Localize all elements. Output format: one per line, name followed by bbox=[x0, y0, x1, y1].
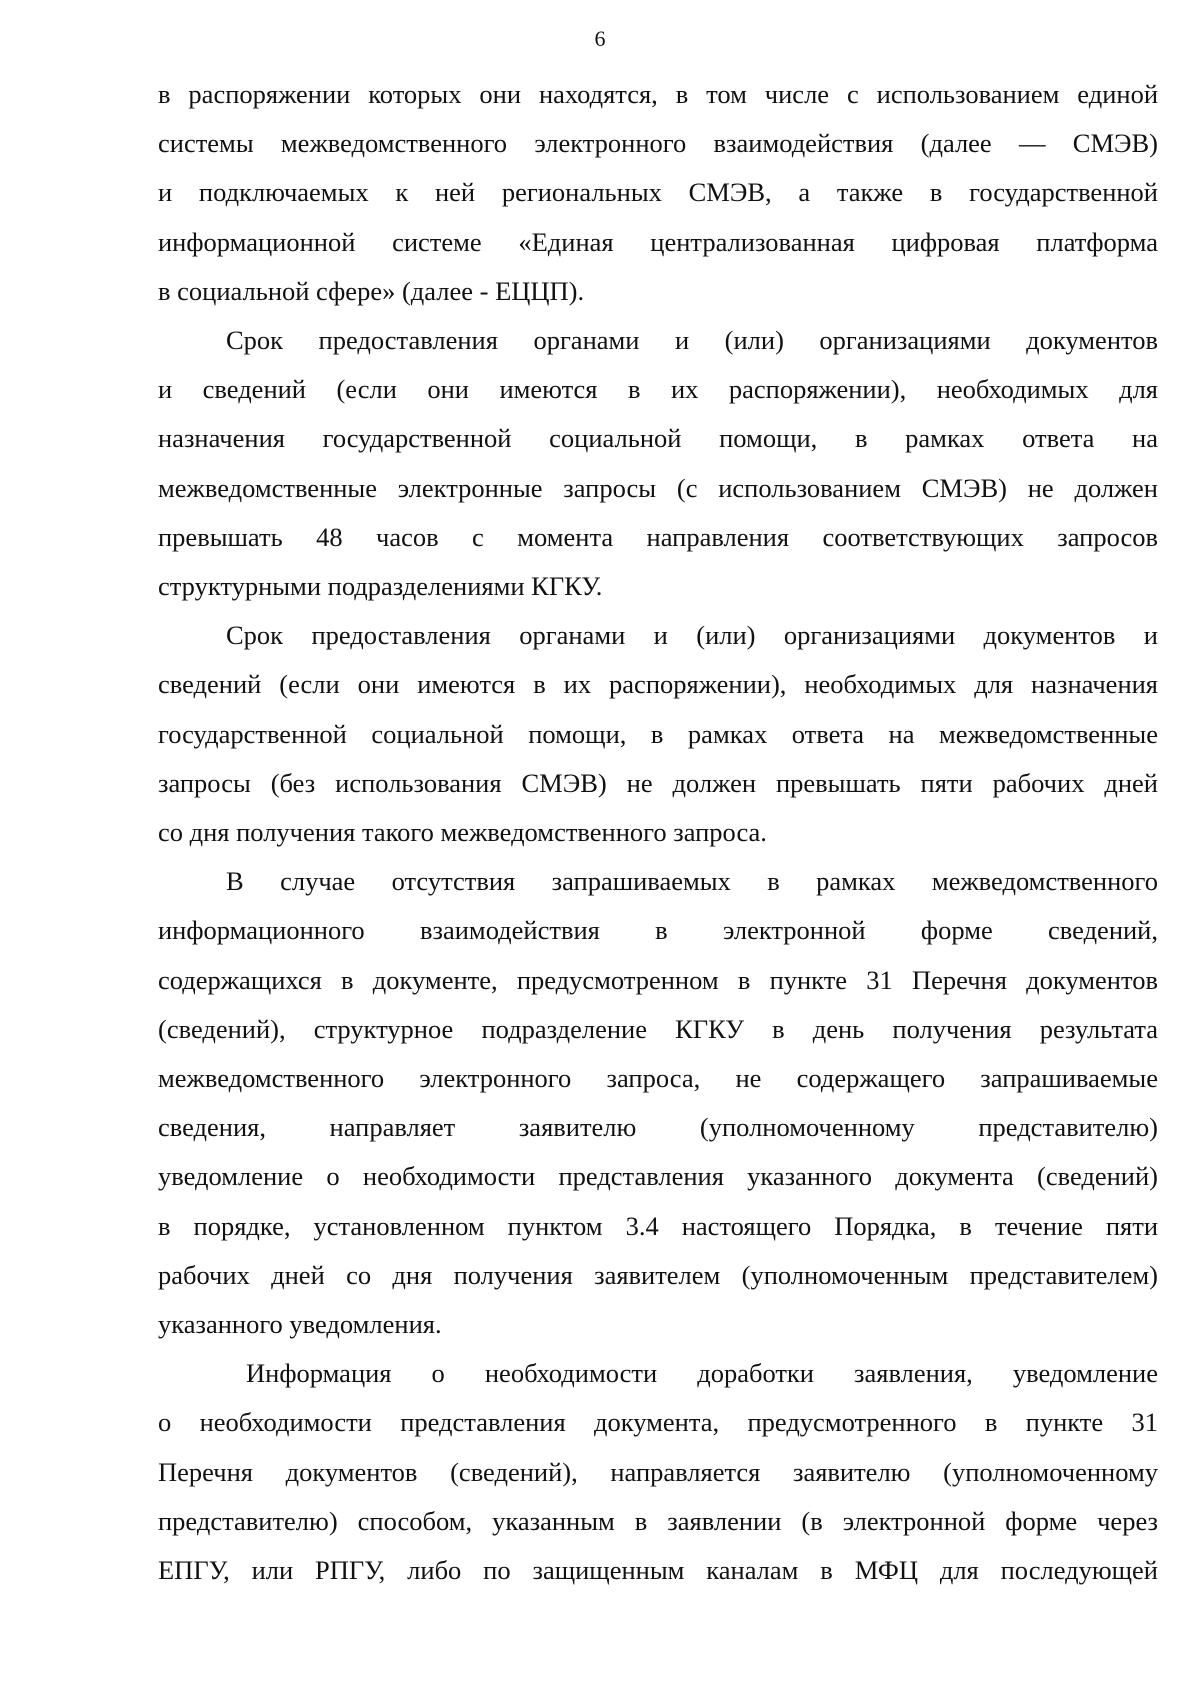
paragraph-3 bbox=[158, 611, 1158, 857]
paragraph-5 bbox=[158, 1349, 1158, 1595]
text-line: Перечня документов (сведений), направляется заявителю (уполномоченному bbox=[158, 1456, 1158, 1487]
text-line: в порядке, установленном пунктом 3.4 настоящего Порядка, в течение пяти bbox=[158, 1210, 1158, 1241]
text-line: рабочих дней со дня получения заявителем (уполномоченным представителем) bbox=[158, 1259, 1158, 1290]
text-line: назначения государственной социальной помощи, в рамках ответа на bbox=[158, 423, 1158, 454]
text-line: превышать 48 часов с момента направления соответствующих запросов bbox=[158, 521, 1158, 552]
text-line: Информация о необходимости доработки заявления, уведомление bbox=[246, 1358, 1158, 1389]
text-line: в распоряжении которых они находятся, в том числе с использованием единой bbox=[158, 79, 1158, 109]
text-line: уведомление о необходимости представления указанного документа (сведений) bbox=[158, 1161, 1158, 1192]
text-line: межведомственного электронного запроса, не содержащего запрашиваемые bbox=[158, 1063, 1158, 1094]
text-line: информационной системе «Единая централизованная цифровая платформа bbox=[158, 226, 1158, 257]
text-line: Срок предоставления органами и (или) организациями документов и bbox=[226, 620, 1158, 651]
text-line: и сведений (если они имеются в их распоряжении), необходимых для bbox=[158, 374, 1158, 405]
paragraph-1 bbox=[158, 70, 1158, 316]
text-line: системы межведомственного электронного взаимодействия (далее — СМЭВ) bbox=[158, 128, 1158, 159]
text-line: В случае отсутствия запрашиваемых в рамках межведомственного bbox=[226, 866, 1158, 897]
text-line: Срок предоставления органами и (или) организациями документов bbox=[226, 325, 1158, 356]
paragraph-4 bbox=[158, 857, 1158, 1349]
text-line: государственной социальной помощи, в рамках ответа на межведомственные bbox=[158, 718, 1158, 749]
text-line: межведомственные электронные запросы (с использованием СМЭВ) не должен bbox=[158, 472, 1158, 503]
text-line: и подключаемых к ней региональных СМЭВ, а также в государственной bbox=[158, 177, 1158, 208]
paragraph-2 bbox=[158, 316, 1158, 611]
page-number: 6 bbox=[594, 26, 606, 51]
text-line: о необходимости представления документа, предусмотренного в пункте 31 bbox=[158, 1407, 1158, 1438]
text-line: сведения, направляет заявителю (уполномоченному представителю) bbox=[158, 1112, 1158, 1143]
text-line: указанного уведомления. bbox=[158, 1309, 442, 1340]
text-line: информационного взаимодействия в электронной форме сведений, bbox=[158, 915, 1158, 946]
text-line: содержащихся в документе, предусмотренном в пункте 31 Перечня документов bbox=[158, 964, 1158, 995]
text-line: представителю) способом, указанным в заявлении (в электронной форме через bbox=[158, 1505, 1158, 1536]
text-line: (сведений), структурное подразделение КГКУ в день получения результата bbox=[158, 1013, 1158, 1044]
text-line: сведений (если они имеются в их распоряжении), необходимых для назначения bbox=[158, 669, 1158, 700]
text-line: со дня получения такого межведомственного запроса. bbox=[158, 817, 767, 848]
text-line: запросы (без использования СМЭВ) не должен превышать пяти рабочих дней bbox=[158, 767, 1158, 798]
text-line: в социальной сфере» (далее - ЕЦЦП). bbox=[158, 275, 585, 306]
text-line: ЕПГУ, или РПГУ, либо по защищенным каналам в МФЦ для последующей bbox=[158, 1555, 1158, 1586]
document-body bbox=[158, 70, 1158, 1595]
text-line: структурными подразделениями КГКУ. bbox=[158, 571, 603, 602]
